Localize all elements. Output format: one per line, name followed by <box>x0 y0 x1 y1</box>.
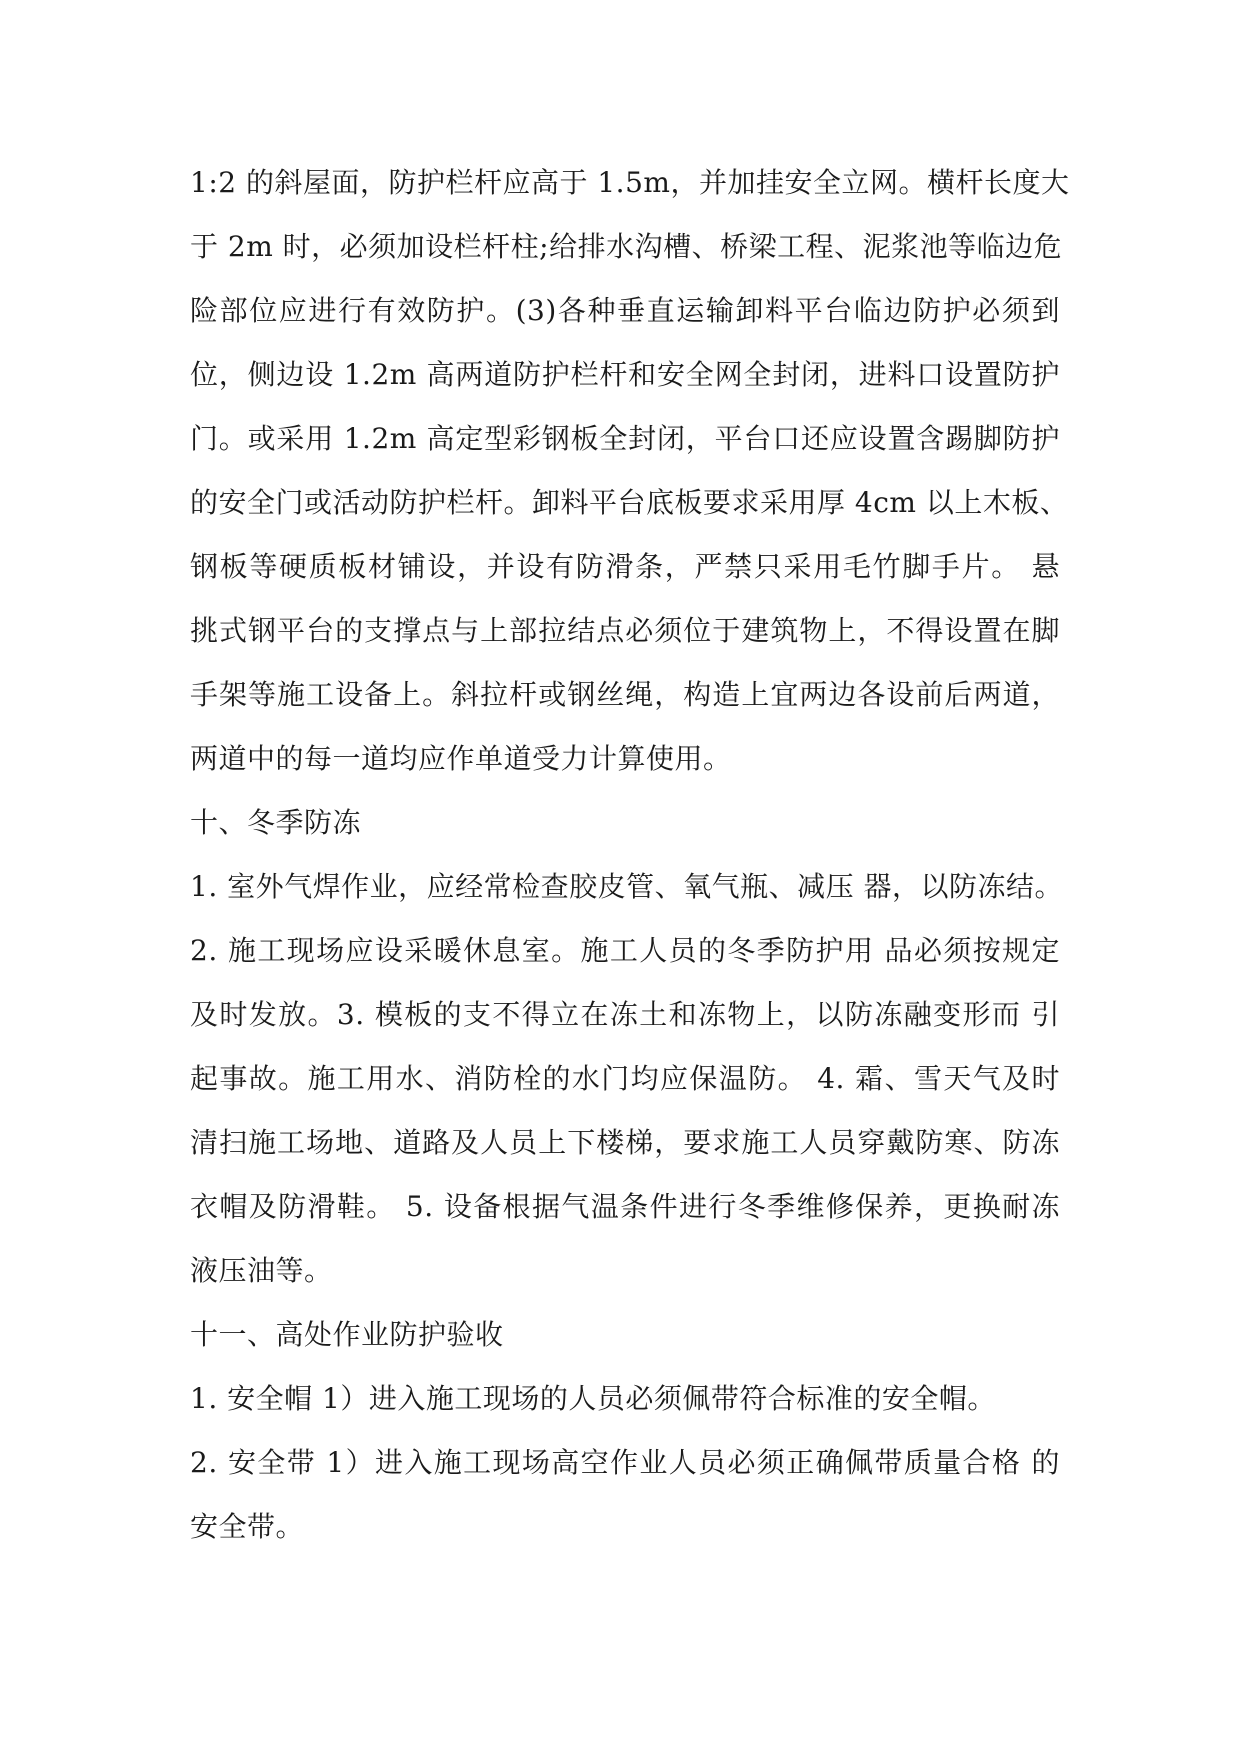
text-line: 1. 室外气焊作业，应经常检查胶皮管、氧气瓶、减压 器，以防冻结。 <box>190 870 1064 903</box>
text-line: 1. 安全帽 1）进入施工现场的人员必须佩带符合标准的安全帽。 <box>190 1382 996 1415</box>
text-line: 于 2m 时，必须加设栏杆柱;给排水沟槽、桥梁工程、泥浆池等临边危 <box>190 230 1063 263</box>
text-line: 安全带。 <box>190 1510 305 1543</box>
text-line: 门。或采用 1.2m 高定型彩钢板全封闭，平台口还应设置含踢脚防护 <box>190 422 1060 455</box>
text-line: 2. 安全带 1）进入施工现场高空作业人员必须正确佩带质量合格 的 <box>190 1446 1060 1479</box>
text-line: 险部位应进行有效防护。(3)各种垂直运输卸料平台临边防护必须到 <box>190 294 1060 327</box>
section-heading: 十一、高处作业防护验收 <box>190 1318 504 1351</box>
text-line: 及时发放。3. 模板的支不得立在冻土和冻物上，以防冻融变形而 引 <box>190 998 1060 1031</box>
text-line: 2. 施工现场应设采暖休息室。施工人员的冬季防护用 品必须按规定 <box>190 934 1060 967</box>
text-line: 钢板等硬质板材铺设，并设有防滑条，严禁只采用毛竹脚手片。 悬 <box>190 550 1060 583</box>
text-line: 手架等施工设备上。斜拉杆或钢丝绳，构造上宜两边各设前后两道， <box>190 678 1060 711</box>
text-line: 位，侧边设 1.2m 高两道防护栏杆和安全网全封闭，进料口设置防护 <box>190 358 1060 391</box>
text-line: 两道中的每一道均应作单道受力计算使用。 <box>190 742 732 775</box>
text-line: 挑式钢平台的支撑点与上部拉结点必须位于建筑物上，不得设置在脚 <box>190 614 1060 647</box>
text-line: 的安全门或活动防护栏杆。卸料平台底板要求采用厚 4cm 以上木板、 <box>190 486 1069 519</box>
text-line: 1:2 的斜屋面，防护栏杆应高于 1.5m，并加挂安全立网。横杆长度大 <box>190 166 1070 199</box>
text-line: 清扫施工场地、道路及人员上下楼梯，要求施工人员穿戴防寒、防冻 <box>190 1126 1060 1159</box>
section-heading: 十、冬季防冻 <box>190 806 362 839</box>
text-line: 起事故。施工用水、消防栓的水门均应保温防。 4. 霜、雪天气及时 <box>190 1062 1060 1095</box>
document-body <box>190 160 1070 1568</box>
text-line: 液压油等。 <box>190 1254 333 1287</box>
text-line: 衣帽及防滑鞋。 5. 设备根据气温条件进行冬季维修保养，更换耐冻 <box>190 1190 1060 1223</box>
